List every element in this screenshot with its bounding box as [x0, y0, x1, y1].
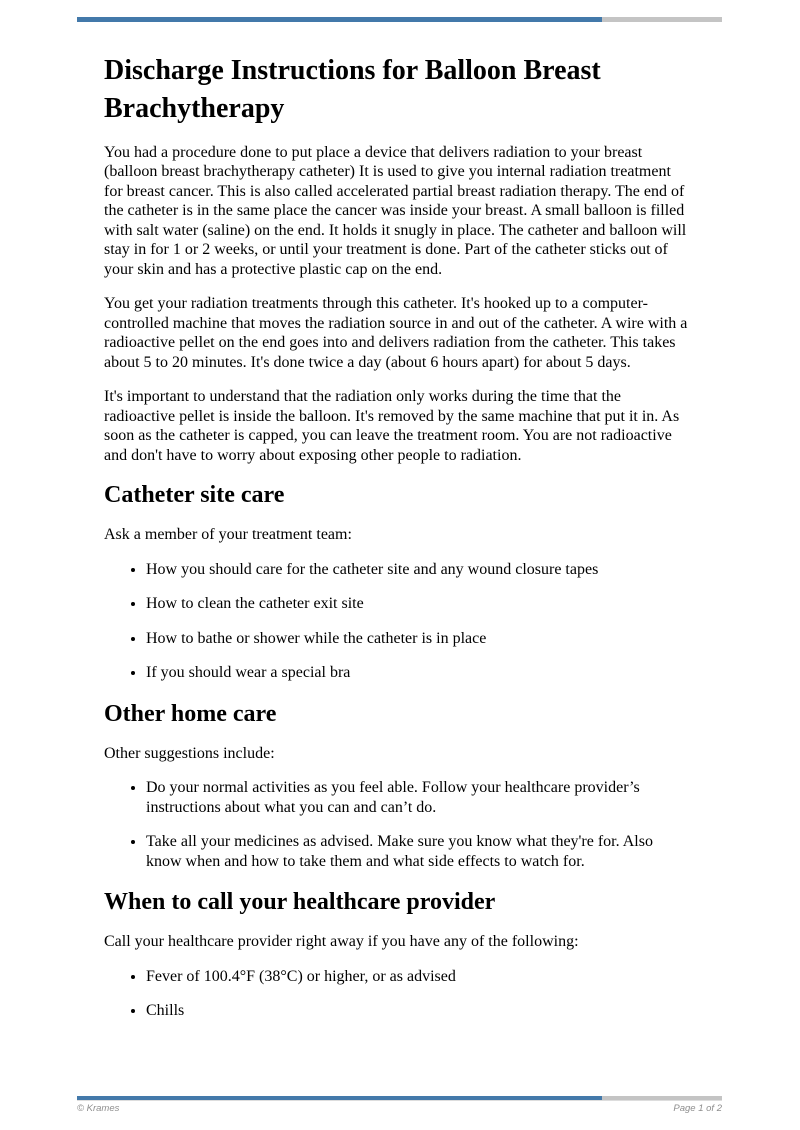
bullet-list [104, 778, 690, 871]
intro-paragraph-2: You get your radiation treatments through this catheter. It's hooked up to a computer-controlled machine that moves the radiation source in and out of the catheter. A wire with a radioactive pellet on the end goes into and delivers radiation from the catheter. This takes about 5 to 20 minutes. It's done twice a day (about 6 hours apart) for about 5 days. [104, 295, 688, 371]
footer-divider-rule [77, 1096, 722, 1101]
section-lead: Other suggestions include: [104, 744, 275, 762]
section-lead: Call your healthcare provider right away if you have any of the following: [104, 933, 579, 951]
section-other-home-care [104, 699, 690, 872]
list-item: • If you should wear a special bra [146, 663, 690, 683]
footer-divider-gray-segment [602, 1096, 722, 1100]
list-item: • How to clean the catheter exit site [146, 594, 690, 614]
footer-divider-blue-segment [77, 1096, 602, 1100]
section-heading: When to call your healthcare provider [104, 889, 496, 916]
list-item: • How to bathe or shower while the catheter is in place [146, 629, 690, 649]
list-item: • How you should care for the catheter site and any wound closure tapes [146, 560, 690, 580]
document-content [104, 0, 690, 1037]
list-item: • Take all your medicines as advised. Make sure you know what they're for. Also know when and how to take them and what side effects to watch for. [146, 832, 690, 871]
page-footer [77, 1103, 722, 1114]
section-lead: Ask a member of your treatment team: [104, 526, 352, 544]
section-heading: Other home care [104, 700, 277, 727]
intro-paragraph-3: It's important to understand that the radiation only works during the time that the radioactive pellet is inside the balloon. It's removed by the same machine that put it in. As soon as the catheter is capped, you can leave the treatment room. You are not radioactive and don't have to worry about exposing other people to radiation. [104, 388, 680, 464]
list-item: • Fever of 100.4°F (38°C) or higher, or as advised [146, 967, 690, 987]
section-catheter-site-care [104, 480, 690, 683]
section-when-to-call-provider [104, 887, 690, 1021]
bullet-list [104, 967, 690, 1021]
list-item: • Chills [146, 1001, 690, 1021]
bullet-list [104, 560, 690, 683]
copyright-label: © Krames [77, 1103, 120, 1114]
page-title: Discharge Instructions for Balloon Breast Brachytherapy [104, 55, 601, 124]
section-heading: Catheter site care [104, 482, 285, 509]
intro-paragraph-1: You had a procedure done to put place a device that delivers radiation to your breast (balloon breast brachytherapy catheter) It is used to give you internal radiation treatment for breast cancer. This is also called accelerated partial breast radiation therapy. The end of the catheter is in the same place the cancer was inside your breast. A small balloon is filled with salt water (saline) on the end. It holds it snugly in place. The catheter and balloon will stay in for 1 or 2 weeks, or until your treatment is done. Part of the catheter sticks out of your skin and has a protective plastic cap on the end. [104, 143, 687, 278]
list-item: • Do your normal activities as you feel able. Follow your healthcare provider’s instructions about what you can and can’t do. [146, 778, 690, 817]
page-number-label: Page 1 of 2 [673, 1103, 722, 1114]
